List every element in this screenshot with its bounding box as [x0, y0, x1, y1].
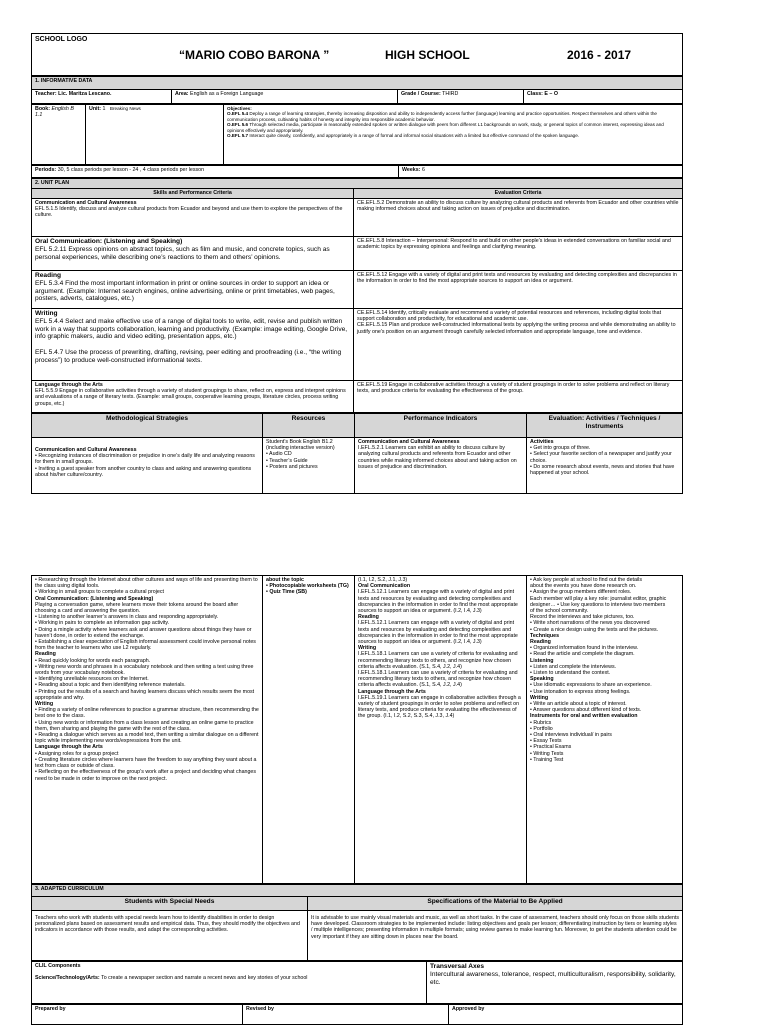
book-value: English B 1.1 — [35, 106, 74, 119]
eval-criteria-cell — [354, 271, 683, 309]
area-value: English as a Foreign Language — [190, 91, 264, 97]
eval-criteria-cell — [354, 199, 683, 237]
class-cell — [524, 90, 683, 104]
indicators-text: I.EFL.5.2.1 Learners can exhibit an ability to discuss culture by analyzing cultural products and referents from Ecuador and other countries while making informed choices about and taking action on issues of prejudice and discrimination. — [358, 445, 517, 470]
weeks-label: Weeks: — [402, 167, 421, 173]
sta-row — [35, 975, 423, 981]
sta-text: To create a newspaper section and narrate a recent news and key stories of your school — [101, 975, 308, 982]
evaluation-heading: Techniques — [530, 632, 560, 639]
unit-plan-table — [31, 178, 683, 413]
school-year: 2016 - 2017 — [567, 48, 632, 62]
objective-item — [227, 111, 679, 122]
evaluation-text: • Organized information found in the interview. • Read the article and complete the diagram. — [530, 645, 639, 658]
objectives-cell — [224, 105, 683, 165]
book-label: Book: — [35, 106, 51, 112]
students-text: Teachers who work with students with special needs learn how to identify disabilities in order to design personalized plans based on assessment results and empirical data. Thus, they should modify the objectives and indicators in accordance with those results, and adapt the corresponding activities. — [35, 915, 300, 934]
skill-heading: Writing — [35, 310, 58, 317]
area-label: Area: — [175, 91, 189, 97]
unit-plan-row — [32, 309, 683, 381]
teacher-name: Lic. Maritza Lescano. — [58, 91, 112, 97]
methods-text: Playing a conversation game, where learners move their tokens around the board after choosing a card and answering the question. • Listening to another learner’s answers in class and responding appropriately. • Working in pairs to complete an information gap activity. • Doing a mingle activity where learners ask and answer questions about things they have or haven’t done, in order to extend the exchange. • Establishing a clear expectation of English informal assessment could involve personal notes from the teacher to learners who use L2 regularly. — [35, 601, 256, 652]
evaluation-heading: Instruments for oral and written evaluation — [530, 713, 638, 720]
evaluation-text: • Write an article about a topic of interest. • Answer questions about different kind of texts. — [530, 701, 642, 714]
header-table — [31, 33, 683, 76]
evaluation-cell — [527, 438, 683, 494]
evaluation-cell — [527, 576, 683, 884]
weeks-cell — [399, 166, 683, 178]
header-cell — [32, 34, 683, 76]
indicators-text: (I.1, I.2, S.2, J.1, J.3) — [358, 577, 408, 583]
evaluation-text: • Use idiomatic expressions to share an experience. • Use intonation to express strong feelings. — [530, 682, 652, 695]
teacher-cell — [32, 90, 172, 104]
col-eval-criteria-header: Evaluation Criteria — [354, 189, 683, 199]
unit-number: 1 — [102, 106, 106, 112]
col-skills-header: Skills and Performance Criteria — [32, 189, 354, 199]
skill-text: EFL 5.1.5 Identify, discuss and analyze cultural products from Ecuador and beyond and use them to explore the perspectives of the culture. — [35, 206, 343, 219]
skill-cell — [32, 309, 354, 381]
indicators-text: I.EFL.5.12.1 Learners can engage with a variety of digital and print texts and resources by evaluating and detecting complexities and discrepancies in the information in order to find the most appropriate sources to support an idea or argument. (I.2, I.4, J.3) — [358, 589, 518, 615]
indicators-heading: Language through the Arts — [358, 688, 426, 695]
eval-criteria-text: CE.EFL.5.8 Interaction – Interpersonal: Respond to and build on other people’s ideas in extended conversations on familiar social and academic topics by expressing opinions and feelings and clarifying meaning. — [357, 238, 671, 251]
teacher-label: Teacher: — [35, 91, 57, 97]
school-name: “MARIO COBO BARONA ” — [179, 48, 330, 62]
evaluation-heading: Reading — [530, 639, 551, 646]
material-text: It is advisable to use mainly visual materials and music, as well as short tasks. In the case of assessment, teachers should only focus on those skills students have developed. Classroom strategies to be implemented include: listing objectives and goals per lesson; differentiating instruction by tiers or learning styles / multiple intelligences; presenting information in multiple formats; using review games to make learning fun. Moreover, to get the students attention could be very important if they are sitting down in places near the board. — [311, 915, 680, 940]
methods-heading: Writing — [35, 701, 54, 708]
methods-heading: Oral Communication: (Listening and Speaking) — [35, 595, 154, 602]
students-cell — [32, 911, 308, 961]
grade-value: THIRD — [442, 91, 459, 97]
skill-cell — [32, 237, 354, 271]
section-adapted-curriculum: 3. ADAPTED CURRICULUM — [32, 885, 683, 897]
school-logo: SCHOOL LOGO — [35, 36, 88, 43]
informative-data-table — [31, 76, 683, 104]
signatures-table — [31, 1004, 683, 1025]
eval-criteria-text: CE.EFL.5.12 Engage with a variety of digital and print texts and resources by evaluating and detecting complexities and discrepancies in the information in order to find the most appropriate sources to support an idea or argument. — [357, 272, 677, 285]
strategies-table-p2 — [31, 575, 683, 884]
clil-table — [31, 961, 683, 1004]
objective-item — [227, 133, 679, 138]
indicators-text: I.EFL.5.19.1 Learners can engage in collaborative activities through a variety of student groupings in order to solve problems and reflect on literary texts, and produce criteria for evaluating the effectiveness of the group. (I.1, I.2, S.2, S.3, S.4, J.3, J.4) — [358, 694, 521, 720]
col-students-header: Students with Special Needs — [32, 897, 308, 911]
indicators-text: I.EFL.5.18.1 Learners can use a variety of criteria for evaluating and recommending literary texts to others, and recognize how chosen criteria affects evaluation. (S.1, S.4, J.2, J.4) I.EFL.5.18.1 Learners can use a variety of criteria for evaluating and recommending literary texts to others, and recognize how chosen criteria affects evaluation. (S.1, S.4, J.2, J.4) — [358, 651, 518, 689]
col-methods-header: Methodological Strategies — [32, 414, 263, 438]
objective-text: Through selected media, participate in reasonably extended spoken or written dialogue with peers from different L1 backgrounds on work, study, or general topics of common interest, expressing ideas and opinions effectively and appropriately. — [227, 122, 664, 133]
adapted-curriculum-table — [31, 884, 683, 961]
methods-heading: Communication and Cultural Awareness — [35, 447, 137, 453]
resources-text: Student’s Book English B1.2 (including interactive version) • Audio CD • Teacher’s Guide • Posters and pictures — [266, 439, 335, 470]
skill-heading: Oral Communication: (Listening and Speaking) — [35, 238, 183, 245]
skill-text: EFL 5.2.11 Express opinions on abstract topics, such as film and music, and concrete topics, such as personal experiences, while describing one’s reactions to them and others’ opinions. — [35, 245, 330, 261]
unit-plan-row — [32, 381, 683, 413]
periods-label: Periods: — [35, 167, 57, 173]
grade-cell — [398, 90, 524, 104]
methods-heading: Reading — [35, 651, 56, 658]
revised-by-cell: Revised by — [243, 1005, 449, 1025]
objective-text: Deploy a range of learning strategies, thereby increasing disposition and ability to independently access further (language) learning and practice opportunities. Respect themselves and others within the communication process, cultivating habits of honesty and integrity into responsible academic behavior. — [227, 111, 657, 122]
approved-by-cell: Approved by — [449, 1005, 683, 1025]
skill-heading: Communication and Cultural Awareness — [35, 200, 137, 206]
sta-label: Science/Technology/Arts: — [35, 975, 100, 982]
skill-text: EFL 5.5.9 Engage in collaborative activities through a variety of student groupings to share, reflect on, express and interpret opinions and evaluations of a range of literary texts. (Example: small groups, cooperative learning groups, literature circles, process writing groups, etc.) — [35, 388, 346, 407]
skill-text: EFL 5.4.4 Select and make effective use of a range of digital tools to write, edit, revise and publish written work in a way that supports collaboration, learning and productivity. (Example: image editing, Google Drive, info graphic makers, audio and video editing, presentation apps, etc.) EFL 5.4.7 Use the process of prewriting, drafting, revising, peer editing and proofreading (i.e., “the writing process”) to produce well-constructed informational texts. — [35, 317, 348, 364]
methods-cell — [32, 438, 263, 494]
unit-cell — [86, 105, 224, 165]
methods-text: • Finding a variety of online references to practice a grammar structure, then recommending the best one to the class. • Using new words or information from a class lesson and creating an online game to practice them, then sharing and playing the game with the rest of the class. • Reading a dialogue which serves as a model text, then writing a similar dialogue on a different topic while implementing new words/expressions from the unit. — [35, 707, 259, 745]
resources-cell — [263, 576, 355, 884]
book-unit-table — [31, 104, 683, 165]
indicators-cell — [355, 438, 527, 494]
evaluation-heading: Speaking — [530, 676, 554, 683]
unit-label: Unit: — [89, 106, 102, 112]
clil-label: CLIL Components — [35, 963, 81, 969]
skill-text: EFL 5.3.4 Find the most important information in print or online sources in order to support an idea or argument. (Example: Internet search engines, online advertising, online or print timetables, web pages, posters, adverts, catalogues, etc.) — [35, 279, 335, 303]
section-informative-data: 1. INFORMATIVE DATA — [32, 77, 683, 90]
evaluation-text: • Ask key people at school to find out the details about the events you have done research on. • Assign the group members different roles. Each member will play a key role: journalist editor, graphic designer… • Use key questions to interview two members of the school community. Record the interviews and take pictures, too. • Write short narrations of the news you discovered • Create a nice design using the texts and the pictures. — [530, 577, 667, 633]
skill-heading: Reading — [35, 272, 62, 279]
objective-code: O.EFL 5.6 — [227, 122, 249, 128]
methods-text: • Read quickly looking for words each paragraph. • Writing new words and phrases in a vocabulary notebook and then writing a text using three words from your vocabulary notebook. • Identifying unreliable resources on the Internet. • Reading about a topic and then identifying reference materials. • Printing out the results of a search and having learners discuss which results seem the most appropriate and why. — [35, 657, 255, 701]
indicators-heading: Communication and Cultural Awareness — [358, 439, 460, 445]
col-resources-header: Resources — [263, 414, 355, 438]
evaluation-text: • Rubrics • Portfolio • Oral interviews individual/ in pairs • Essay Tests • Practical Exams • Writing Tests • Training Test — [530, 719, 612, 763]
class-label: Class: — [527, 91, 543, 97]
skill-cell — [32, 199, 354, 237]
indicators-cell — [355, 576, 527, 884]
eval-criteria-text: CE.EFL.5.19 Engage in collaborative activities through a variety of student groupings in order to solve problems and reflect on literary texts, and produce criteria for evaluating the effectiveness of the group. — [357, 382, 670, 395]
objectives-label: Objectives: — [227, 106, 252, 111]
unit-title: Breaking News — [109, 106, 141, 111]
col-material-header: Specifications of the Material to Be Applied — [308, 897, 683, 911]
resources-text: about the topic • Photocopiable worksheets (TG) • Quiz Time (SB) — [266, 577, 349, 596]
area-cell — [172, 90, 398, 104]
methods-cell — [32, 576, 263, 884]
indicators-heading: Reading — [358, 614, 379, 621]
evaluation-heading: Writing — [530, 694, 549, 701]
skill-cell — [32, 381, 354, 413]
unit-plan-row — [32, 271, 683, 309]
methods-text: • Researching through the Internet about other cultures and ways of life and presenting them to the class using digital tools. • Working in small groups to complete a cultural project — [35, 577, 258, 596]
periods-cell — [32, 166, 399, 178]
material-cell — [308, 911, 683, 961]
strategies-table-p1 — [31, 413, 683, 494]
objective-code: O.EFL 5.4 — [227, 111, 249, 117]
evaluation-heading: Activities — [530, 439, 554, 445]
clil-cell — [32, 962, 427, 1004]
eval-criteria-cell — [354, 237, 683, 271]
methods-heading: Language through the Arts — [35, 744, 103, 751]
evaluation-text: • Get into groups of three. • Select your favorite section of a newspaper and justify your choice. • Do some research about events, news and stories that have happened at your school. — [530, 445, 675, 477]
objective-code: O.EFL 5.7 — [227, 133, 249, 139]
section-unit-plan: 2. UNIT PLAN — [32, 179, 683, 189]
class-value: E – O — [544, 91, 558, 97]
transversal-label: Transversal Axes — [430, 963, 485, 970]
eval-criteria-cell — [354, 309, 683, 381]
skill-cell — [32, 271, 354, 309]
methods-text: • Recognizing instances of discrimination or prejudice in one’s daily life and analyzing reasons for them in small groups. • Inviting a guest speaker from another country to class and asking and answering questions about his/her culture/country. — [35, 453, 255, 478]
document-page-2 — [31, 575, 682, 1024]
indicators-heading: Writing — [358, 645, 377, 652]
objective-item — [227, 122, 679, 133]
eval-criteria-text: CE.EFL.5.14 Identify, critically evaluate and recommend a variety of potential resources and references, including digital tools that support collaboration and productivity, for educational and academic use. CE.EFL.5.15 Plan and produce well-constructed informational texts by applying the writing process and while demonstrating an ability to justify one’s position on an argument through carefully selected information and appropriate language, tone and evidence. — [357, 310, 676, 335]
eval-criteria-cell — [354, 381, 683, 413]
indicators-text: I.EFL.5.12.1 Learners can engage with a variety of digital and print texts and resources by evaluating and detecting complexities and discrepancies in the information in order to find the most appropriate sources to support an idea or argument. (I.2, I.4, J.3) — [358, 620, 518, 646]
weeks-value: 6 — [421, 167, 425, 173]
methods-text: • Assigning roles for a group project • Creating literature circles where learners have the freedom to say anything they want about a text from class or outside of class. • Reflecting on the effectiveness of the group’s work after a project and deciding what changes need to be made in order to improve on the next project. — [35, 750, 257, 782]
eval-criteria-text: CE.EFL.5.2 Demonstrate an ability to discuss culture by analyzing cultural products and referents from Ecuador and other countries while making informed choices about and taking action on issues of prejudice and discrimination. — [357, 200, 679, 213]
resources-cell — [263, 438, 355, 494]
grade-label: Grade / Course: — [401, 91, 441, 97]
document-page-1 — [31, 33, 682, 511]
book-cell — [32, 105, 86, 165]
school-type: HIGH SCHOOL — [385, 48, 470, 62]
objective-text: Interact quite clearly, confidently, and appropriately in a range of formal and informal social situations with a limited but effective command of the spoken language. — [249, 133, 580, 139]
unit-plan-row — [32, 237, 683, 271]
prepared-by-cell: Prepared by — [32, 1005, 243, 1025]
periods-table — [31, 165, 683, 178]
evaluation-heading: Listening — [530, 657, 554, 664]
unit-plan-row — [32, 199, 683, 237]
transversal-cell — [427, 962, 683, 1004]
periods-value: 30, 5 class periods per lesson - 24 , 4 class periods per lesson — [57, 167, 205, 173]
evaluation-text: • Listen and complete the interviews. • Listen to understand the context. — [530, 663, 617, 677]
skill-heading: Language through the Arts — [35, 382, 103, 388]
col-evaluation-header: Evaluation: Activities / Techniques / Instruments — [527, 414, 683, 438]
indicators-heading: Oral Communication — [358, 583, 411, 590]
transversal-text: Intercultural awareness, tolerance, respect, multiculturalism, responsibility, solidarity, etc. — [430, 970, 676, 986]
col-indicators-header: Performance Indicators — [355, 414, 527, 438]
